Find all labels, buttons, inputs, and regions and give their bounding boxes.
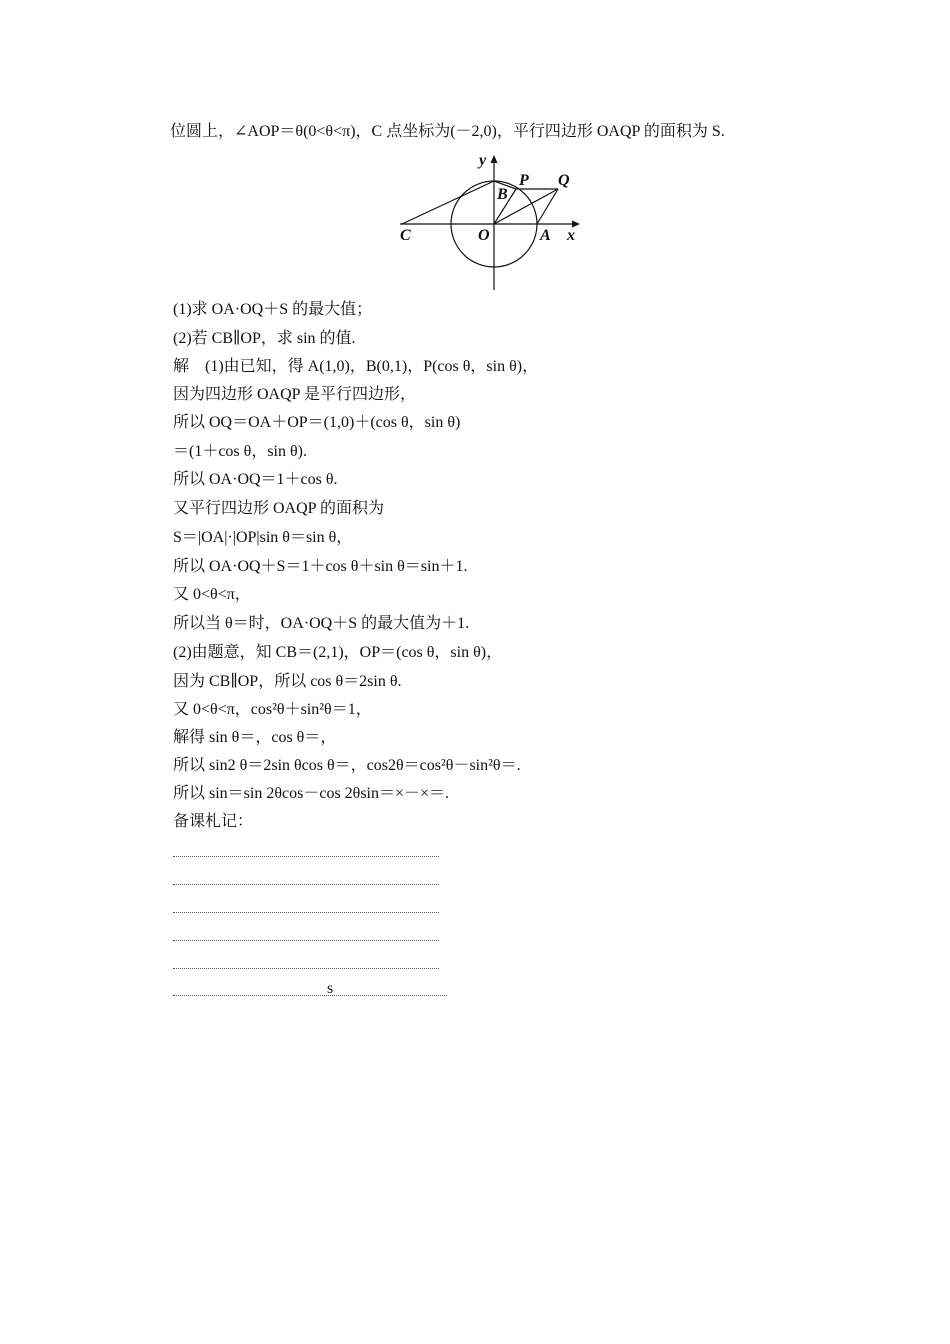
solution-line: 又 0<θ<π，cos²θ＋sin²θ＝1， [173,701,372,718]
solution-line: 解 (1)由已知，得 A(1,0)，B(0,1)，P(cos θ，sin θ)， [173,358,539,375]
solution-line: 因为四边形 OAQP 是平行四边形， [173,386,416,403]
label-y: y [479,152,487,169]
question-2: (2)若 CB∥OP，求 sin 的值. [173,330,356,347]
problem-intro: 位圆上，∠AOP＝θ(0<θ<π)，C 点坐标为(－2,0)，平行四边形 OAQP 的面积为 S. [170,123,725,140]
label-c: C [400,227,411,244]
notes-line [173,940,439,941]
solution-line: 又平行四边形 OAQP 的面积为 [173,500,384,517]
question-1: (1)求 OA·OQ＋S 的最大值； [173,301,373,318]
solution-line: 所以 OA·OQ＝1＋cos θ. [173,471,338,488]
unit-circle-diagram [390,148,590,294]
solution-line: 所以 sin2 θ＝2sin θcos θ＝，cos2θ＝cos²θ－sin²θ＝. [173,757,521,774]
label-q: Q [558,172,570,189]
y-axis-arrow-icon [491,155,498,163]
label-b: B [497,186,508,203]
solution-line: S＝|OA|·|OP|sin θ＝sin θ， [173,529,353,546]
solution-line: 解得 sin θ＝，cos θ＝， [173,729,337,746]
solution-line: 所以 sin＝sin 2θcos－cos 2θsin＝×－×＝. [173,785,450,802]
notes-letter: s [327,980,334,997]
label-p: P [519,172,529,189]
notes-line [173,856,439,857]
geometry-figure [390,148,590,294]
solution-line: 因为 CB∥OP，所以 cos θ＝2sin θ. [173,673,402,690]
solution-line: (2)由题意，知 CB＝(2,1)，OP＝(cos θ，sin θ)， [173,644,503,661]
notes-line [173,968,439,969]
solution-line: ＝(1＋cos θ，sin θ). [173,443,307,460]
segment-cb [402,181,494,224]
label-a: A [540,227,551,244]
solution-line: 所以 OA·OQ＋S＝1＋cos θ＋sin θ＝sin＋1. [173,558,468,575]
label-x: x [567,227,575,244]
notes-line [173,912,439,913]
solution-line: 又 0<θ<π， [173,586,251,603]
solution-line: 所以 OQ＝OA＋OP＝(1,0)＋(cos θ，sin θ) [173,414,461,431]
label-o: O [478,227,490,244]
notes-line [173,995,447,996]
notes-heading: 备课札记： [173,813,254,830]
solution-line: 所以当 θ＝时，OA·OQ＋S 的最大值为＋1. [173,615,470,632]
notes-line [173,884,439,885]
